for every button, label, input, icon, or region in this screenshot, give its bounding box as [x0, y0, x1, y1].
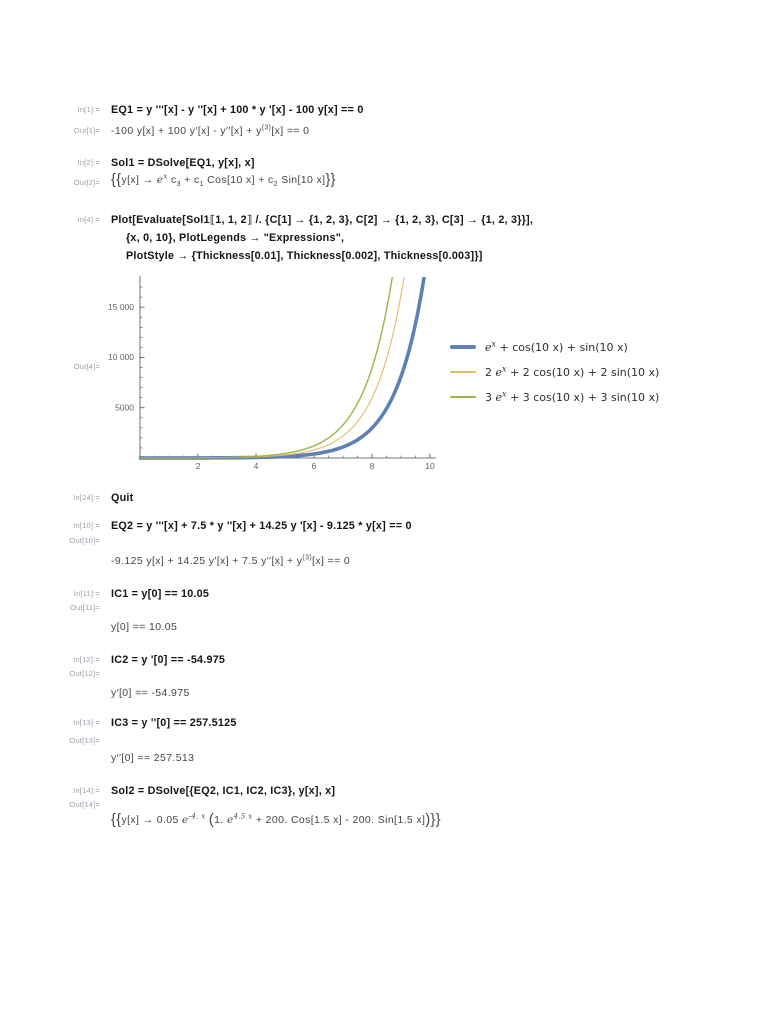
code-segment: Quit	[111, 492, 134, 504]
legend-line-swatch	[450, 371, 476, 373]
y-tick-label: 10 000	[108, 352, 134, 363]
cell-label-out11: Out[11]=	[69, 603, 100, 612]
cell-in1-content[interactable]	[111, 101, 364, 119]
legend-label	[485, 388, 660, 404]
code-segment: PlotStyle → {Thickness[0.01], Thickness[0.002], Thickness[0.003]}]	[126, 250, 483, 262]
series-curve-3	[140, 273, 399, 458]
code-segment: Plot[Evaluate[Sol1⟦1, 1, 2⟧ /. {C[1] → {1, 2, 3}, C[2] → {1, 2, 3}, C[3] → {1, 2, 3}}],	[111, 214, 534, 226]
code-segment: x	[502, 363, 507, 373]
code-segment: + 2 cos(10 x) + 2 sin(10 x)	[506, 365, 660, 379]
cell-label-in14: In[14]:=	[73, 786, 100, 795]
cell-out10-content[interactable]	[111, 553, 350, 570]
code-segment: (	[208, 812, 215, 829]
x-tick-label: 10	[425, 461, 435, 471]
code-line	[111, 123, 309, 140]
cell-in2-content[interactable]	[111, 154, 255, 172]
code-segment: + 200. Cos[1.5 x] - 200. Sin[1.5 x]	[252, 814, 426, 826]
cell-label-out1: Out[1]=	[73, 126, 100, 135]
code-segment: (3)	[261, 124, 272, 132]
cell-label-out13: Out[13]=	[69, 736, 100, 745]
cell-out1-content[interactable]	[111, 123, 309, 140]
code-segment: IC2 = y '[0] == -54.975	[111, 654, 226, 666]
plot-axes	[140, 276, 436, 458]
code-line	[111, 651, 225, 669]
code-segment: -100 y[x] + 100 y′[x] - y′′[x] + y	[111, 125, 262, 137]
code-line	[111, 585, 209, 603]
cell-out13-content[interactable]	[111, 750, 194, 767]
code-line	[111, 782, 335, 800]
cell-label-in4: In[4]:=	[77, 215, 100, 224]
code-segment: x	[163, 172, 168, 181]
code-segment: x	[502, 388, 507, 398]
code-segment: Sol2 = DSolve[{EQ2, IC1, IC2, IC3}, y[x], x]	[111, 785, 336, 797]
code-line	[111, 101, 364, 119]
cell-out2-content[interactable]	[111, 172, 336, 189]
code-segment: 2	[485, 365, 496, 379]
cell-label-in24: In[24]:=	[73, 493, 100, 502]
code-segment: [x] == 0	[312, 555, 351, 567]
code-line	[126, 247, 533, 265]
cell-out14-content[interactable]	[111, 812, 441, 829]
legend-label	[485, 338, 628, 354]
series-curve-1	[140, 273, 430, 458]
code-segment: Sin[10 x]	[277, 174, 326, 186]
code-segment: e	[156, 174, 164, 186]
cell-label-in12: In[12]:=	[73, 655, 100, 664]
cell-label-in10: In[10]:=	[73, 521, 100, 530]
code-line	[111, 812, 441, 829]
code-segment: {x, 0, 10}, PlotLegends → "Expressions",	[126, 232, 345, 244]
code-line	[111, 211, 533, 229]
cell-in11-content[interactable]	[111, 585, 209, 603]
code-segment: 4.5 x	[233, 812, 253, 821]
output-plot[interactable]	[90, 273, 450, 483]
code-segment: y′′[0] == 257.513	[111, 752, 195, 764]
code-segment: 1.	[214, 814, 227, 826]
code-segment: y′[0] == -54.975	[111, 687, 190, 699]
code-segment: c	[167, 174, 177, 186]
code-segment: [x] == 0	[271, 125, 310, 137]
code-segment: -9.125 y[x] + 14.25 y′[x] + 7.5 y′′[x] + y	[111, 555, 303, 567]
x-tick-label: 4	[253, 461, 259, 471]
cell-label-out14: Out[14]=	[69, 800, 100, 809]
cell-label-out4: Out[4]=	[73, 362, 100, 371]
code-line	[111, 619, 177, 636]
legend-label	[485, 363, 660, 379]
code-segment: IC3 = y ''[0] == 257.5125	[111, 717, 237, 729]
code-line	[111, 750, 194, 767]
code-line	[111, 714, 237, 732]
code-segment: e	[226, 814, 234, 826]
code-segment: 1	[199, 181, 204, 189]
code-segment: 3	[485, 390, 496, 404]
code-segment: y[0] == 10.05	[111, 621, 178, 633]
legend-line-swatch	[450, 345, 476, 349]
cell-label-out2: Out[2]=	[73, 178, 100, 187]
plot-graphic[interactable]	[90, 273, 450, 478]
y-tick-label: 5000	[115, 402, 134, 413]
code-segment: x	[491, 338, 496, 348]
cell-label-out12: Out[12]=	[69, 669, 100, 678]
cell-label-out10: Out[10]=	[69, 536, 100, 545]
legend-item	[450, 363, 659, 381]
cell-label-in13: In[13]:=	[73, 718, 100, 727]
legend-line-swatch	[450, 396, 476, 398]
code-segment: 3	[176, 181, 181, 189]
cell-in13-content[interactable]	[111, 714, 237, 732]
code-line	[111, 685, 190, 702]
code-segment: 2	[273, 181, 278, 189]
code-segment: {{	[111, 172, 122, 189]
cell-in12-content[interactable]	[111, 651, 225, 669]
cell-in24-content[interactable]	[111, 489, 133, 507]
code-line	[126, 229, 533, 247]
cell-label-in1: In[1]:=	[77, 105, 100, 114]
legend-item	[450, 388, 659, 406]
legend-item	[450, 338, 628, 356]
x-tick-label: 2	[195, 461, 201, 471]
cell-out12-content[interactable]	[111, 685, 190, 702]
plot-curves	[140, 273, 430, 458]
code-segment: Sol1 = DSolve[EQ1, y[x], x]	[111, 157, 255, 169]
code-segment: EQ2 = y '''[x] + 7.5 * y ''[x] + 14.25 y '[x] - 9.125 * y[x] == 0	[111, 520, 412, 532]
code-segment: e	[182, 814, 189, 826]
cell-in14-content[interactable]	[111, 782, 335, 800]
code-segment: IC1 = y[0] == 10.05	[111, 588, 210, 600]
code-segment: e	[495, 365, 503, 379]
code-segment: y[x] → 0.05	[121, 814, 183, 826]
x-tick-label: 6	[311, 461, 317, 471]
code-segment: + cos(10 x) + sin(10 x)	[495, 340, 628, 354]
code-segment: y[x] →	[121, 174, 157, 186]
y-tick-label: 15 000	[108, 301, 134, 312]
code-segment: Cos[10 x] + c	[203, 174, 274, 186]
code-line	[111, 489, 133, 507]
code-line	[111, 172, 336, 189]
code-segment: -4. x	[188, 812, 206, 821]
code-segment: (3)	[302, 554, 313, 562]
code-segment: }}	[325, 172, 336, 189]
cell-label-in2: In[2]:=	[77, 158, 100, 167]
code-line	[111, 154, 255, 172]
code-segment: )	[425, 812, 431, 829]
cell-in10-content[interactable]	[111, 517, 412, 535]
code-line	[111, 517, 412, 535]
code-segment: {{	[111, 812, 122, 829]
code-segment: + c	[180, 174, 200, 186]
cell-label-in11: In[11]:=	[73, 589, 100, 598]
code-line	[111, 553, 350, 570]
code-segment: e	[495, 390, 503, 404]
code-segment: e	[485, 340, 492, 354]
code-segment: + 3 cos(10 x) + 3 sin(10 x)	[506, 390, 660, 404]
cell-in4-content[interactable]	[111, 211, 533, 265]
x-tick-label: 8	[369, 461, 375, 471]
code-segment: EQ1 = y '''[x] - y ''[x] + 100 * y '[x] - 100 y[x] == 0	[111, 104, 364, 116]
cell-out11-content[interactable]	[111, 619, 177, 636]
code-segment: }}	[430, 812, 441, 829]
